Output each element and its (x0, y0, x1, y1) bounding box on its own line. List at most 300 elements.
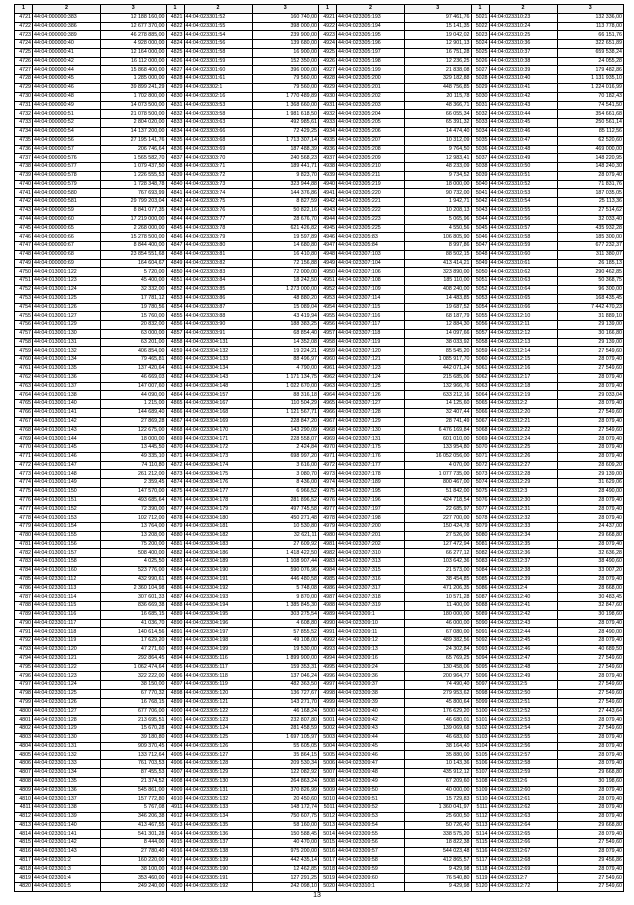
table-row (167, 128, 319, 137)
cadastral-number-cell: 44:04:023312:30 (490, 497, 558, 505)
row-number-cell: 4812 (15, 813, 33, 821)
cadastral-number-cell: 44:04:023301:130 (33, 734, 101, 742)
cadastral-number-cell: 44:04:023307:313 (337, 558, 405, 566)
cadastral-number-cell: 44:04:023303:81 (185, 251, 253, 259)
row-number-cell: 4846 (167, 233, 185, 241)
row-number-cell: 4774 (15, 479, 33, 487)
cadastral-number-cell: 44:04:023310:38 (490, 58, 558, 66)
value-cell: 50 726,40 (445, 821, 470, 828)
row-number-cell: 4982 (319, 549, 337, 557)
row-number-cell: 5057 (472, 330, 490, 338)
table-row (15, 427, 166, 436)
cadastral-number-cell: 44:04:023310:50 (490, 163, 558, 171)
cadastral-number-cell: 44:04:023305:219 (337, 181, 405, 189)
table-row (15, 347, 166, 356)
cadastral-number-cell: 44:04:023310:64 (490, 286, 558, 294)
cadastral-number-cell: 44:04:023301:113 (33, 585, 101, 593)
cadastral-number-cell: 44:04:023307:198 (337, 514, 405, 522)
cadastral-number-cell: 44:04:013001:153 (33, 514, 101, 522)
cadastral-number-cell: 44:04:023304:189 (185, 558, 253, 566)
value-cell: 412 865,57 (442, 857, 470, 864)
value-cell: 106 805,90 (442, 233, 470, 240)
value-cell: 148 240,30 (595, 163, 622, 170)
cadastral-number-cell: 44:04:000000:59 (33, 207, 101, 215)
table-row (15, 708, 166, 717)
table-row (15, 40, 166, 49)
table-row (15, 268, 166, 277)
cadastral-number-cell: 44:04:023305:199 (337, 66, 405, 74)
cadastral-number-cell: 44:04:023312:38 (490, 567, 558, 575)
cadastral-number-cell: 44:04:013001:130 (33, 330, 101, 338)
cadastral-number-cell: 44:04:023304:148 (185, 383, 253, 391)
table-row (167, 620, 319, 629)
value-cell: 322 651,89 (595, 40, 622, 47)
cadastral-number-cell: 44:04:023307:319 (337, 602, 405, 610)
row-number-cell: 4968 (319, 427, 337, 435)
value-cell: 28 079,40 (598, 751, 622, 758)
row-number-cell: 5010 (319, 795, 337, 803)
table-row (472, 479, 624, 488)
table-row (15, 242, 166, 251)
value-cell: 442 435,14 (290, 857, 317, 864)
table-row (472, 795, 624, 804)
cadastral-number-cell: 44:04:023307:115 (337, 304, 405, 312)
table-row (472, 418, 624, 427)
cadastral-number-cell: 44:04:023305:200 (337, 75, 405, 83)
value-cell: 38 454,85 (445, 576, 470, 583)
table-row (319, 830, 471, 839)
row-number-cell: 4842 (167, 198, 185, 206)
value-cell: 250 561,14 (595, 119, 622, 126)
table-row (15, 514, 166, 523)
cadastral-number-cell: 44:04:023301:123 (33, 672, 101, 680)
value-cell: 28 079,40 (598, 374, 622, 381)
cadastral-number-cell: 44:04:023305:116 (185, 655, 253, 663)
value-cell: 148 172,74 (290, 804, 317, 811)
table-row (167, 699, 319, 708)
value-cell: 29 033,04 (598, 391, 622, 398)
value-cell: 28 079,40 (598, 417, 622, 424)
table-row (472, 874, 624, 883)
value-cell: 1 079 437,50 (133, 163, 165, 170)
row-number-cell: 5094 (472, 655, 490, 663)
cadastral-number-cell: 44:04:023309:51 (337, 795, 405, 803)
value-cell: 4 025,50 (143, 558, 165, 565)
table-row (167, 549, 319, 558)
table-row (472, 268, 624, 277)
value-cell: 28 079,40 (598, 795, 622, 802)
cadastral-number-cell: 44:04:023307:114 (337, 295, 405, 303)
value-cell: 1 226 555,53 (133, 172, 165, 179)
cadastral-number-cell: 44:04:023301:138 (33, 804, 101, 812)
cadastral-number-cell: 44:04:023309:48 (337, 769, 405, 777)
value-cell: 76 540,80 (445, 874, 470, 881)
value-cell: 40 689,50 (598, 646, 622, 653)
value-cell: 143 271,70 (290, 698, 317, 705)
cadastral-number-cell: 44:04:023309:37 (337, 681, 405, 689)
row-number-cell: 5032 (472, 110, 490, 118)
value-cell: 279 953,62 (442, 690, 470, 697)
table-row (472, 356, 624, 365)
table-row (472, 857, 624, 866)
cadastral-number-cell: 44:04:023312:34 (490, 532, 558, 540)
row-number-cell: 4873 (167, 470, 185, 478)
value-cell: 307 601,33 (137, 593, 165, 600)
row-number-cell: 5112 (472, 813, 490, 821)
value-cell: 370 826,99 (290, 786, 317, 793)
row-number-cell: 4828 (167, 75, 185, 83)
cadastral-number-cell: 44:04:023305:120 (185, 690, 253, 698)
table-row (472, 312, 624, 321)
value-cell: 2 424,84 (296, 444, 317, 451)
row-number-cell: 4872 (167, 462, 185, 470)
cadastral-number-cell: 44:04:023304:196 (185, 620, 253, 628)
table-row (167, 690, 319, 699)
cadastral-number-cell: 44:04:023305:138 (185, 848, 253, 856)
value-cell: 102 712,00 (137, 514, 165, 521)
table-row (472, 58, 624, 67)
table-row (319, 743, 471, 752)
row-number-cell: 5007 (319, 769, 337, 777)
table-row (319, 716, 471, 725)
cadastral-number-cell: 44:04:023304:178 (185, 497, 253, 505)
cadastral-number-cell: 44:04:023307:318 (337, 593, 405, 601)
cadastral-number-cell: 44:04:023307:129 (337, 418, 405, 426)
value-cell: 2 359,45 (143, 479, 165, 486)
row-number-cell: 5091 (472, 628, 490, 636)
row-number-cell: 4962 (319, 374, 337, 382)
value-cell: 67 080,00 (445, 628, 470, 635)
table-row (15, 418, 166, 427)
cadastral-number-cell: 44:04:023310:46 (490, 128, 558, 136)
cadastral-number-cell: 44:04:023309:45 (337, 743, 405, 751)
cadastral-number-cell: 44:04:023312:44 (490, 628, 558, 636)
cadastral-number-cell: 44:04:023312:54 (490, 725, 558, 733)
row-number-cell: 4977 (319, 506, 337, 514)
row-number-cell: 5106 (472, 760, 490, 768)
row-number-cell: 4725 (15, 49, 33, 57)
row-number-cell: 4832 (167, 110, 185, 118)
row-number-cell: 4983 (319, 558, 337, 566)
table-row (15, 822, 166, 831)
row-number-cell: 4877 (167, 506, 185, 514)
row-number-cell: 4860 (167, 356, 185, 364)
cadastral-number-cell: 44:04:000000:51 (33, 110, 101, 118)
value-cell: 8 997,86 (448, 242, 470, 249)
value-cell: 413 414,21 (442, 259, 470, 266)
cadastral-number-cell: 44:04:023303:58 (185, 110, 253, 118)
table-row (15, 778, 166, 787)
row-number-cell: 4742 (15, 198, 33, 206)
value-cell: 7 442 470,23 (591, 303, 622, 310)
row-number-cell: 4735 (15, 137, 33, 145)
row-number-cell: 5051 (472, 277, 490, 285)
row-number-cell: 5036 (472, 146, 490, 154)
cadastral-number-cell: 44:04:000000:69 (33, 260, 101, 268)
row-number-cell: 4771 (15, 453, 33, 461)
table-row (319, 497, 471, 506)
value-cell: 150 588,45 (290, 830, 317, 837)
row-number-cell: 4738 (15, 163, 33, 171)
cadastral-number-cell: 44:04:023310:49 (490, 154, 558, 162)
row-number-cell: 4985 (319, 576, 337, 584)
cadastral-number-cell: 44:04:023312:13 (490, 339, 558, 347)
row-number-cell: 4888 (167, 602, 185, 610)
row-number-cell: 5014 (319, 830, 337, 838)
table-row (319, 672, 471, 681)
row-number-cell: 4899 (167, 699, 185, 707)
row-number-cell: 5045 (472, 225, 490, 233)
cadastral-number-cell: 44:04:023301:124 (33, 681, 101, 689)
cadastral-number-cell: 44:04:023310:63 (490, 277, 558, 285)
table-row (472, 787, 624, 796)
value-cell: 28 079,40 (598, 400, 622, 407)
table-row (472, 760, 624, 769)
cadastral-number-cell: 44:04:023305:193 (337, 14, 405, 22)
row-number-cell: 4801 (15, 716, 33, 724)
cadastral-number-cell: 44:04:023307:108 (337, 277, 405, 285)
cadastral-number-cell: 44:04:023305:221 (337, 198, 405, 206)
cadastral-number-cell: 44:04:023312:11 (490, 321, 558, 329)
row-number-cell: 4898 (167, 690, 185, 698)
value-cell: 29 668,80 (598, 821, 622, 828)
row-number-cell: 5066 (472, 409, 490, 417)
row-number-cell: 4825 (167, 49, 185, 57)
value-cell: 48 233,09 (445, 163, 470, 170)
value-cell: 10 143,36 (445, 760, 470, 767)
value-cell: 1 697 105,97 (286, 734, 317, 741)
row-number-cell: 4753 (15, 295, 33, 303)
value-cell: 209 530,34 (290, 760, 317, 767)
table-row (472, 31, 624, 40)
table-row (15, 110, 166, 119)
table-row (167, 207, 319, 216)
value-cell: 24 302,84 (445, 646, 470, 653)
table-row (15, 102, 166, 111)
value-cell: 32 636,28 (598, 549, 622, 556)
table-row (167, 435, 319, 444)
row-number-cell: 5011 (319, 804, 337, 812)
table-row (15, 804, 166, 813)
row-number-cell: 4927 (319, 66, 337, 74)
row-number-cell: 4722 (15, 23, 33, 31)
row-number-cell: 5056 (472, 321, 490, 329)
cadastral-number-cell: 44:04:013001:140 (33, 400, 101, 408)
cadastral-number-cell: 44:04:023304:186 (185, 549, 253, 557)
cadastral-number-cell: 44:04:000000:42 (33, 58, 101, 66)
cadastral-number-cell: 44:04:000000:579 (33, 181, 101, 189)
value-cell: 28 079,40 (598, 742, 622, 749)
cadastral-number-cell: 44:04:023309:44 (337, 734, 405, 742)
column-header: 2 (490, 5, 558, 13)
cadastral-number-cell: 44:04:023305:125 (185, 734, 253, 742)
value-cell: 49 108,00 (293, 637, 317, 644)
value-cell: 33 007,20 (598, 567, 622, 574)
value-cell: 1 131 935,10 (591, 75, 622, 82)
value-cell: 5 767,08 (143, 804, 165, 811)
value-cell: 150 424,78 (442, 523, 470, 530)
cadastral-number-cell: 44:04:023310:23 (490, 14, 558, 22)
value-cell: 750 607,75 (290, 813, 317, 820)
cadastral-number-cell: 44:04:023307:201 (337, 532, 405, 540)
cadastral-number-cell: 44:04:023301:120 (33, 646, 101, 654)
table-row (319, 479, 471, 488)
value-cell: 28 079,40 (598, 444, 622, 451)
table-row (167, 874, 319, 883)
table-row (319, 365, 471, 374)
row-number-cell: 5119 (472, 874, 490, 882)
value-cell: 3 080,70 (296, 470, 317, 477)
row-number-cell: 4972 (319, 462, 337, 470)
cadastral-number-cell: 44:04:023304:173 (185, 453, 253, 461)
cadastral-number-cell: 44:04:023307:106 (337, 268, 405, 276)
value-cell: 157 772,80 (137, 795, 165, 802)
table-row (15, 453, 166, 462)
row-number-cell: 5085 (472, 576, 490, 584)
table-row (15, 839, 166, 848)
table-row (319, 488, 471, 497)
table-row (167, 576, 319, 585)
row-number-cell: 4831 (167, 102, 185, 110)
table-row (319, 277, 471, 286)
row-number-cell: 4840 (167, 181, 185, 189)
row-number-cell: 4911 (167, 804, 185, 812)
table-row (167, 84, 319, 93)
table-row (472, 207, 624, 216)
cadastral-number-cell: 44:04:023307:131 (337, 435, 405, 443)
value-cell: 72 390,00 (140, 505, 165, 512)
value-cell: 497 745,58 (290, 505, 317, 512)
table-row (319, 655, 471, 664)
table-row (167, 541, 319, 550)
cadastral-number-cell: 44:04:023307:310 (337, 549, 405, 557)
cadastral-number-cell: 44:04:023303:69 (185, 146, 253, 154)
row-number-cell: 4751 (15, 277, 33, 285)
table-row (15, 743, 166, 752)
table-row (319, 409, 471, 418)
row-number-cell: 4959 (319, 347, 337, 355)
value-cell: 72 000,00 (293, 268, 317, 275)
value-cell: 16 768,15 (140, 698, 165, 705)
table-row (15, 787, 166, 796)
cadastral-number-cell: 44:04:023304:169 (185, 418, 253, 426)
cadastral-number-cell: 44:04:023312:62 (490, 804, 558, 812)
row-number-cell: 4946 (319, 233, 337, 241)
cadastral-number-cell: 44:04:023310:37 (490, 49, 558, 57)
table-row (472, 585, 624, 594)
row-number-cell: 4986 (319, 585, 337, 593)
value-cell: 28 079,40 (598, 619, 622, 626)
table-row (472, 497, 624, 506)
table-row (472, 233, 624, 242)
value-cell: 9 823,70 (296, 172, 317, 179)
row-number-cell: 4766 (15, 409, 33, 417)
cadastral-number-cell: 44:04:023301:114 (33, 593, 101, 601)
table-row (472, 304, 624, 313)
cadastral-number-cell: 44:04:013001:122 (33, 268, 101, 276)
row-number-cell: 4802 (15, 725, 33, 733)
value-cell: 18 000,00 (140, 435, 165, 442)
table-row (472, 321, 624, 330)
value-cell: 185 110,00 (443, 277, 470, 284)
value-cell: 482 363,50 (290, 681, 317, 688)
table-row (472, 672, 624, 681)
cadastral-number-cell: 44:04:023312:64 (490, 822, 558, 830)
table-row (319, 576, 471, 585)
cadastral-number-cell: 44:04:023307:130 (337, 427, 405, 435)
table-row (15, 681, 166, 690)
row-number-cell: 4845 (167, 225, 185, 233)
cadastral-number-cell: 44:04:023312:41 (490, 602, 558, 610)
value-cell: 28 079,40 (598, 865, 622, 872)
value-cell: 152 350,00 (290, 57, 317, 64)
value-cell: 544 023,48 (442, 848, 470, 855)
row-number-cell: 5063 (472, 383, 490, 391)
table-row (319, 795, 471, 804)
row-number-cell: 5012 (319, 813, 337, 821)
cadastral-number-cell: 44:04:023310:42 (490, 93, 558, 101)
cadastral-number-cell: 44:04:013001:124 (33, 286, 101, 294)
table-row (319, 268, 471, 277)
row-number-cell: 4964 (319, 391, 337, 399)
column-header: 3 (588, 5, 592, 12)
table-row (167, 497, 319, 506)
value-cell: 1 273 000,00 (286, 286, 317, 293)
value-cell: 16 751,28 (445, 49, 470, 56)
value-cell: 30 483,45 (598, 593, 622, 600)
table-row (472, 110, 624, 119)
value-cell: 32 332,00 (140, 286, 165, 293)
row-number-cell: 5113 (472, 822, 490, 830)
row-number-cell: 4863 (167, 383, 185, 391)
row-number-cell: 5104 (472, 743, 490, 751)
value-cell: 38 490,60 (598, 558, 622, 565)
table-row (15, 225, 166, 234)
cadastral-number-cell: 44:04:023309:38 (337, 690, 405, 698)
cadastral-number-cell: 44:04:023301:139 (33, 813, 101, 821)
table-row (167, 883, 319, 892)
row-number-cell: 5059 (472, 347, 490, 355)
cadastral-number-cell: 44:04:000000:576 (33, 154, 101, 162)
table-row (167, 708, 319, 717)
row-number-cell: 5000 (319, 708, 337, 716)
table-row (167, 778, 319, 787)
table-row (472, 628, 624, 637)
value-cell: 1 360 041,97 (438, 804, 470, 811)
table-row (167, 523, 319, 532)
table-row (15, 470, 166, 479)
value-cell: 65 391,32 (445, 119, 470, 126)
table-row (319, 304, 471, 313)
table-row (472, 286, 624, 295)
cadastral-number-cell: 44:04:000000:577 (33, 163, 101, 171)
value-cell: 67 770,32 (140, 690, 165, 697)
row-number-cell: 4723 (15, 31, 33, 39)
table-row (167, 242, 319, 251)
cadastral-number-cell: 44:04:023307:175 (337, 444, 405, 452)
value-cell: 28 079,40 (598, 830, 622, 837)
row-number-cell: 4880 (167, 532, 185, 540)
cadastral-number-cell: 44:04:023305:127 (185, 751, 253, 759)
cadastral-number-cell: 44:04:013001:155 (33, 532, 101, 540)
table-block-3 (319, 4, 472, 892)
row-number-cell: 5081 (472, 541, 490, 549)
cadastral-number-cell: 44:04:023312:2 (490, 400, 558, 408)
row-number-cell: 4960 (319, 356, 337, 364)
table-row (15, 189, 166, 198)
table-row (15, 295, 166, 304)
row-number-cell: 4871 (167, 453, 185, 461)
